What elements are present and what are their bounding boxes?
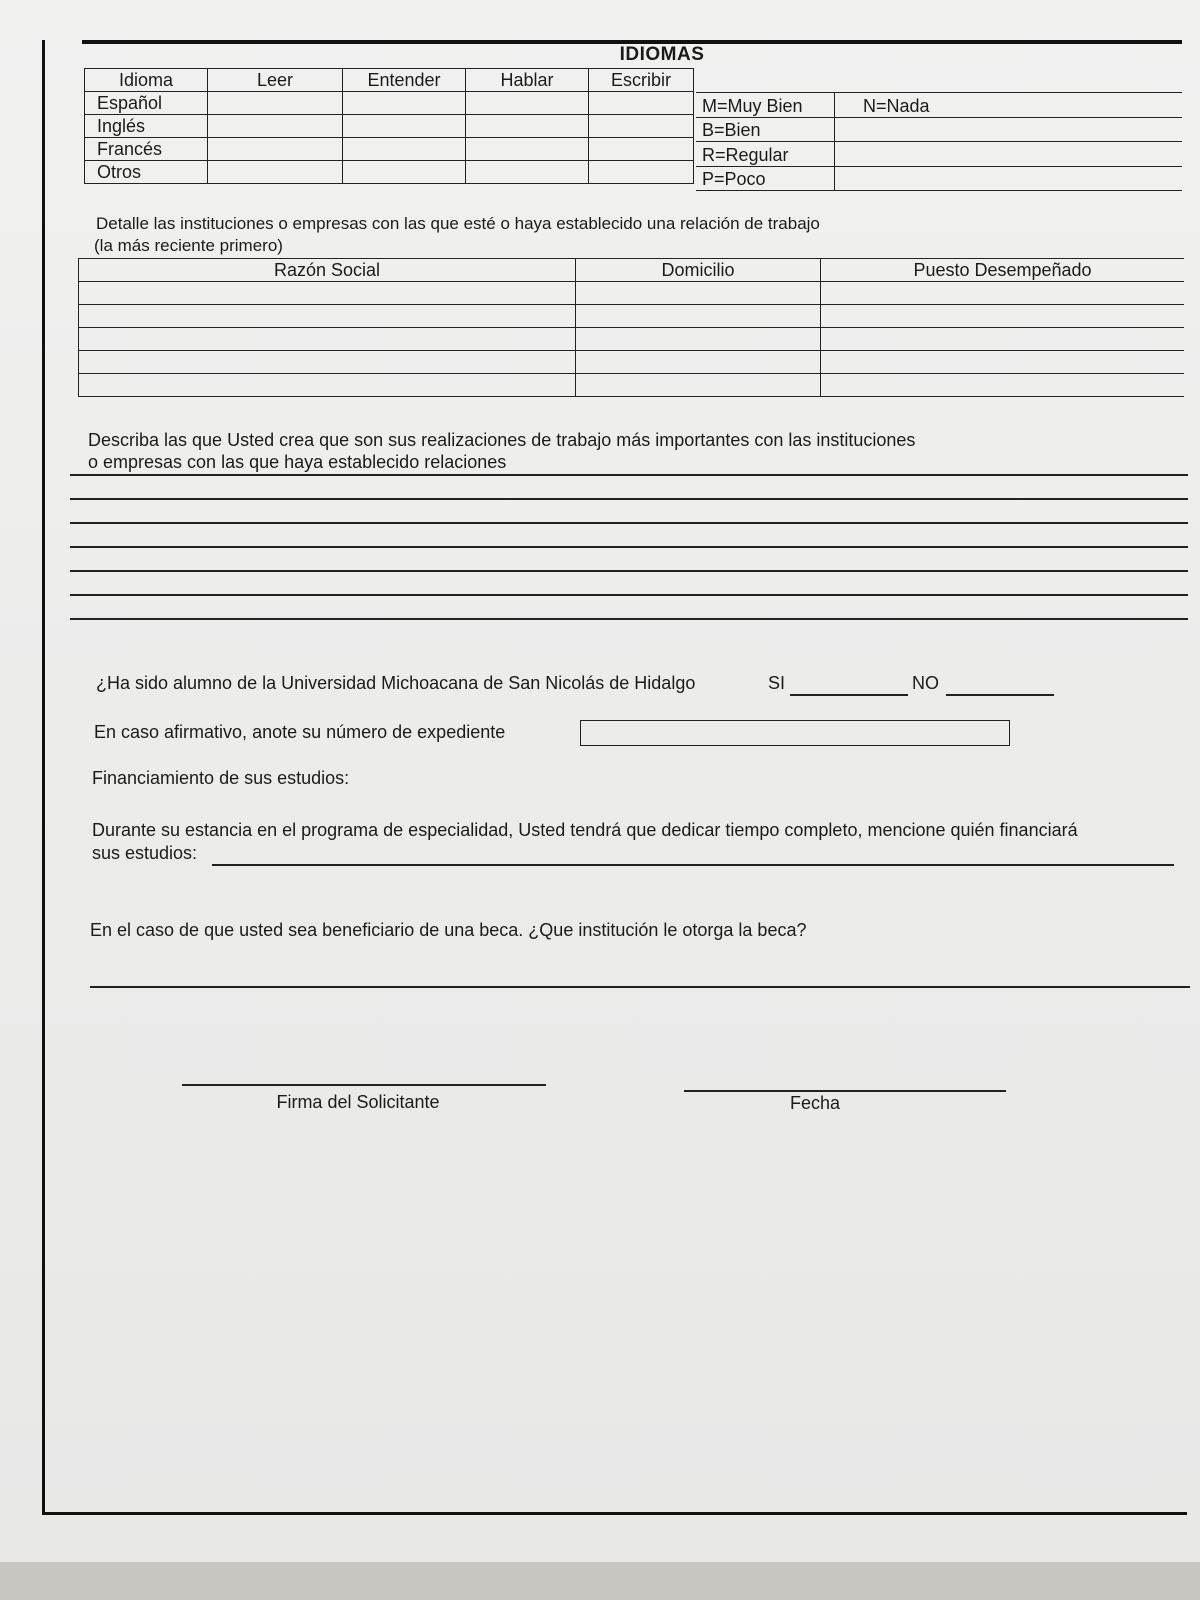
entender-cell[interactable] <box>343 161 466 184</box>
entender-cell[interactable] <box>343 92 466 115</box>
achievements-instruction: Describa las que Usted crea que son sus realizaciones de trabajo más importantes con las instituciones <box>88 430 916 450</box>
puesto-cell[interactable] <box>821 351 1185 374</box>
language-row <box>85 138 694 161</box>
achievements-line[interactable] <box>70 618 1188 620</box>
language-name: Otros <box>85 161 208 184</box>
work-table <box>78 258 1184 397</box>
work-instruction: Detalle las instituciones o empresas con las que esté o haya establecido una relación de trabajo <box>96 214 820 233</box>
beca-question: En el caso de que usted sea beneficiario de una beca. ¿Que institución le otorga la beca? <box>90 920 807 940</box>
escribir-cell[interactable] <box>589 92 694 115</box>
alumni-question: ¿Ha sido alumno de la Universidad Michoacana de San Nicolás de Hidalgo <box>96 673 696 693</box>
puesto-cell[interactable] <box>821 282 1185 305</box>
razon-social-cell[interactable] <box>79 305 576 328</box>
legend-row <box>696 68 1182 93</box>
alumni-no-label: NO <box>912 673 939 693</box>
legend-row <box>696 118 1182 143</box>
escribir-cell[interactable] <box>589 115 694 138</box>
work-row <box>79 305 1185 328</box>
achievements-line[interactable] <box>70 594 1188 596</box>
funding-heading: Financiamiento de sus estudios: <box>92 768 350 788</box>
header-entender: Entender <box>343 69 466 92</box>
header-escribir: Escribir <box>589 69 694 92</box>
hablar-cell[interactable] <box>466 161 589 184</box>
razon-social-cell[interactable] <box>79 282 576 305</box>
legend-nada: N=Nada <box>863 95 930 116</box>
languages-table <box>84 68 694 184</box>
date-label: Fecha <box>789 1093 841 1113</box>
funding-instruction: Durante su estancia en el programa de especialidad, Usted tendrá que dedicar tiempo completo, mencione quién financiará <box>92 820 1078 840</box>
escribir-cell[interactable] <box>589 138 694 161</box>
work-row <box>79 351 1185 374</box>
escribir-cell[interactable] <box>589 161 694 184</box>
razon-social-cell[interactable] <box>79 328 576 351</box>
frame-bottom-border <box>42 1512 1187 1515</box>
hablar-cell[interactable] <box>466 92 589 115</box>
header-idioma: Idioma <box>85 69 208 92</box>
date-line[interactable] <box>684 1090 1006 1092</box>
achievements-line[interactable] <box>70 474 1188 476</box>
achievements-line[interactable] <box>70 546 1188 548</box>
achievements-line[interactable] <box>70 498 1188 500</box>
domicilio-cell[interactable] <box>576 374 821 397</box>
languages-header-row <box>85 69 694 92</box>
leer-cell[interactable] <box>208 92 343 115</box>
language-name: Español <box>85 92 208 115</box>
alumni-no-blank[interactable] <box>946 694 1054 696</box>
domicilio-cell[interactable] <box>576 328 821 351</box>
alumni-si-blank[interactable] <box>790 694 908 696</box>
achievements-line[interactable] <box>70 570 1188 572</box>
achievements-line[interactable] <box>70 522 1188 524</box>
domicilio-cell[interactable] <box>576 282 821 305</box>
hablar-cell[interactable] <box>466 138 589 161</box>
work-row <box>79 374 1185 397</box>
language-name: Francés <box>85 138 208 161</box>
funding-instruction-sub: sus estudios: <box>92 843 198 863</box>
language-row <box>85 115 694 138</box>
signature-line[interactable] <box>182 1084 546 1086</box>
legend-muy-bien: M=Muy Bien <box>696 93 835 117</box>
funding-blank[interactable] <box>212 864 1174 866</box>
alumni-si-label: SI <box>768 673 786 693</box>
entender-cell[interactable] <box>343 115 466 138</box>
domicilio-cell[interactable] <box>576 351 821 374</box>
legend-bien: B=Bien <box>696 118 835 142</box>
legend-regular: R=Regular <box>696 142 835 166</box>
work-instruction-sub: (la más reciente primero) <box>94 236 283 255</box>
work-header-row <box>79 259 1185 282</box>
hablar-cell[interactable] <box>466 115 589 138</box>
leer-cell[interactable] <box>208 138 343 161</box>
expediente-input[interactable] <box>580 720 1010 746</box>
beca-blank[interactable] <box>90 986 1190 988</box>
language-row <box>85 92 694 115</box>
razon-social-cell[interactable] <box>79 374 576 397</box>
proficiency-legend <box>696 68 1182 191</box>
expediente-label: En caso afirmativo, anote su número de expediente <box>94 722 506 742</box>
legend-row <box>696 93 1182 118</box>
signature-label: Firma del Solicitante <box>276 1092 440 1112</box>
header-leer: Leer <box>208 69 343 92</box>
legend-row <box>696 142 1182 167</box>
legend-poco: P=Poco <box>696 167 835 191</box>
work-row <box>79 328 1185 351</box>
razon-social-cell[interactable] <box>79 351 576 374</box>
languages-title: IDIOMAS <box>619 44 705 65</box>
header-razon-social: Razón Social <box>79 259 576 282</box>
puesto-cell[interactable] <box>821 328 1185 351</box>
language-row <box>85 161 694 184</box>
leer-cell[interactable] <box>208 161 343 184</box>
work-row <box>79 282 1185 305</box>
domicilio-cell[interactable] <box>576 305 821 328</box>
frame-left-border <box>42 40 45 1515</box>
entender-cell[interactable] <box>343 138 466 161</box>
language-name: Inglés <box>85 115 208 138</box>
puesto-cell[interactable] <box>821 374 1185 397</box>
achievements-instruction-sub: o empresas con las que haya establecido relaciones <box>88 452 507 472</box>
header-hablar: Hablar <box>466 69 589 92</box>
header-domicilio: Domicilio <box>576 259 821 282</box>
leer-cell[interactable] <box>208 115 343 138</box>
header-puesto: Puesto Desempeñado <box>821 259 1185 282</box>
puesto-cell[interactable] <box>821 305 1185 328</box>
legend-row <box>696 167 1182 192</box>
